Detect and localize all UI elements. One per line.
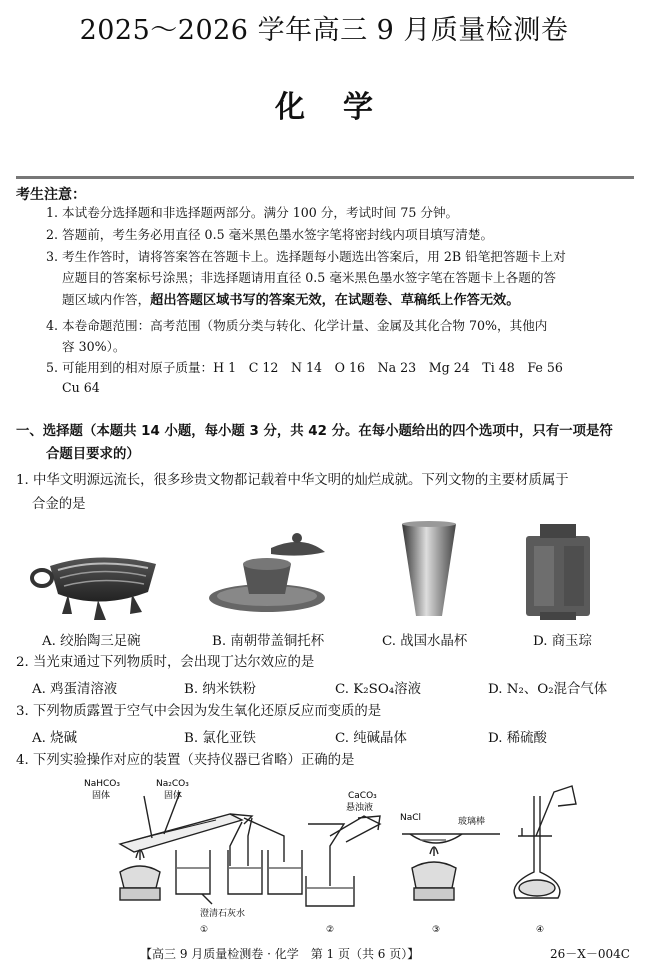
notice-heading: 考生注意： [16, 187, 86, 203]
notice-item-4: 4. 本卷命题范围：高考范围（物质分类与转化、化学计量、金属及其化合物 70%，其他内 [46, 318, 548, 333]
subject-title: 化学 [275, 90, 411, 125]
bronze-cup-image [205, 520, 330, 625]
exam-title: 2025～2026 学年高三 9 月质量检测卷 [79, 15, 569, 46]
notice-emphasis: 超出答题区域书写的答案无效，在试题卷、草稿纸上作答无效。 [150, 293, 520, 308]
q1-option-b: B. 南朝带盖铜托杯 [212, 634, 325, 649]
q1-option-c: C. 战国水晶杯 [382, 634, 468, 649]
label-solid2: 固体 [164, 791, 183, 801]
section-title: 一、选择题（本题共 14 小题，每小题 3 分，共 42 分。在每小题给出的四个选项中，只有一项是符 [16, 424, 613, 439]
jade-cong-image [522, 522, 594, 622]
notice-item-3: 3. 考生作答时，请将答案答在答题卡上。选择题每小题选出答案后，用 2B 铅笔把答题卡上对 [46, 249, 566, 264]
footer-page-info: 【高三 9 月质量检测卷 · 化学 第 1 页（共 6 页）】 [140, 947, 420, 961]
notice-item-3-cont2-text: 题区域内作答， [62, 292, 151, 307]
label-caco3: CaCO₃ [348, 791, 377, 801]
q2-option-c: C. K₂SO₄溶液 [335, 682, 421, 697]
q2-option-a: A. 鸡蛋清溶液 [32, 682, 118, 697]
header-divider [16, 176, 634, 179]
q1-stem: 1. 中华文明源远流长，很多珍贵文物都记载着中华文明的灿烂成就。下列文物的主要材质属于 [16, 473, 569, 488]
notice-item-3-cont2 [62, 290, 519, 310]
q3-option-d: D. 稀硫酸 [488, 731, 547, 746]
label-nahco3: NaHCO₃ [84, 779, 120, 789]
footer-code: 26－X－004C [550, 947, 630, 961]
q3-option-a: A. 烧碱 [32, 731, 77, 746]
bowl-image [28, 548, 168, 623]
notice-item-2: 2. 答题前，考生务必用直径 0.5 毫米黑色墨水签字笔将密封线内项目填写清楚。 [46, 227, 494, 242]
label-glass-rod: 玻璃棒 [458, 817, 486, 827]
q3-stem: 3. 下列物质露置于空气中会因为发生氧化还原反应而变质的是 [16, 704, 382, 719]
q2-stem: 2. 当光束通过下列物质时，会出现丁达尔效应的是 [16, 655, 315, 670]
section-title-cont: 合题目要求的） [46, 447, 140, 462]
label-limewater: 澄清石灰水 [200, 909, 246, 919]
fig-number-4: ④ [536, 925, 545, 935]
q1-option-d: D. 商玉琮 [533, 634, 592, 649]
q3-option-b: B. 氯化亚铁 [184, 731, 256, 746]
crystal-cup-image [400, 520, 460, 622]
notice-item-1: 1. 本试卷分选择题和非选择题两部分。满分 100 分，考试时间 75 分钟。 [46, 205, 459, 220]
notice-item-4-cont: 容 30%）。 [62, 339, 126, 354]
q3-option-c: C. 纯碱晶体 [335, 731, 407, 746]
label-solid1: 固体 [92, 791, 111, 801]
q1-stem-cont: 合金的是 [32, 497, 86, 512]
label-nacl: NaCl [400, 813, 422, 823]
q4-stem: 4. 下列实验操作对应的装置（夹持仪器已省略）正确的是 [16, 753, 355, 768]
q2-option-b: B. 纳米铁粉 [184, 682, 256, 697]
q2-option-d: D. N₂、O₂混合气体 [488, 682, 608, 697]
q1-option-a: A. 绞胎陶三足碗 [42, 634, 141, 649]
fig-number-3: ③ [432, 925, 441, 935]
notice-item-3-cont: 应题目的答案标号涂黑；非选择题请用直径 0.5 毫米黑色墨水签字笔在答题卡上各题的答 [62, 270, 557, 285]
label-suspension: 悬浊液 [346, 803, 374, 813]
apparatus-diagram [80, 776, 600, 936]
fig-number-1: ① [200, 925, 209, 935]
fig-number-2: ② [326, 925, 335, 935]
notice-item-5-cont: Cu 64 [62, 380, 100, 395]
label-na2co3: Na₂CO₃ [156, 779, 189, 789]
notice-item-5: 5. 可能用到的相对原子质量：H 1 C 12 N 14 O 16 Na 23 Mg 24 Ti 48 Fe 56 [46, 360, 563, 375]
